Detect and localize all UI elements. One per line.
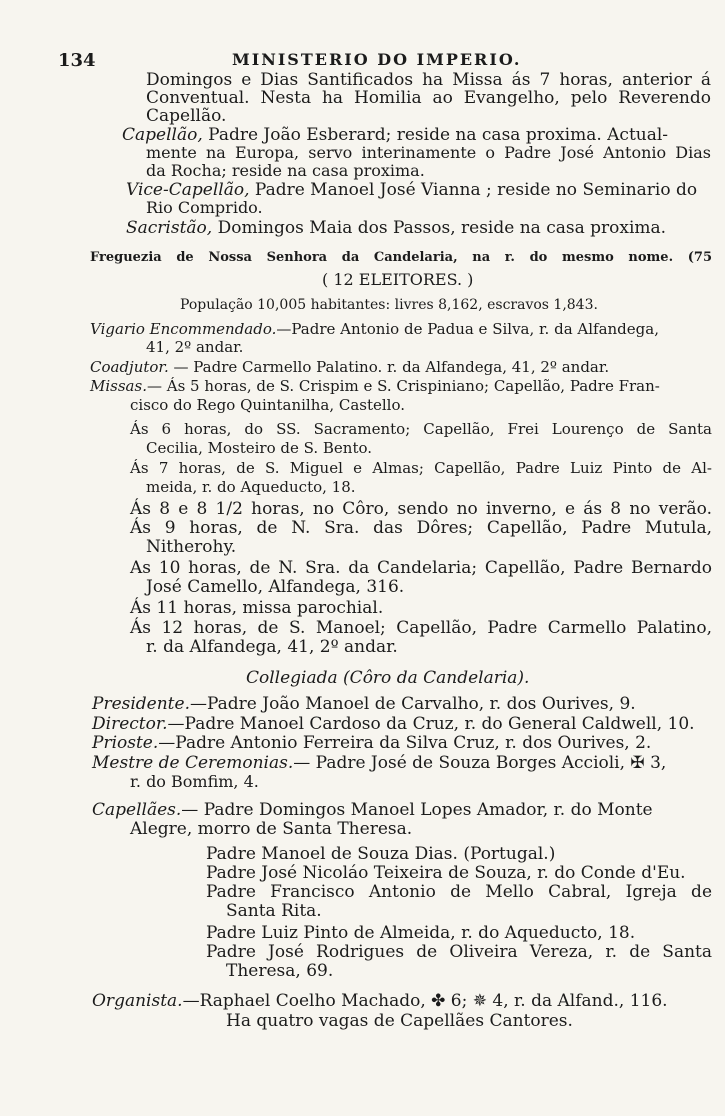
text-line: Ás 7 horas, de S. Miguel e Almas; Capellão, Padre Luiz Pinto de Al- bbox=[130, 459, 712, 477]
capellao-entry: Capellão, Padre João Esberard; reside na casa proxima. Actual- bbox=[122, 125, 669, 145]
text-line: r. da Alfandega, 41, 2º andar. bbox=[146, 637, 398, 657]
text-line: Rio Comprido. bbox=[146, 198, 263, 217]
text-line: cisco do Rego Quintanilha, Castello. bbox=[130, 396, 406, 414]
capellao-item: Padre José Rodrigues de Oliveira Vereza, r. de Santa bbox=[206, 942, 712, 962]
text-line: Nitherohy. bbox=[146, 537, 237, 557]
text-line: Ás 9 horas, de N. Sra. das Dôres; Capellão, Padre Mutula, bbox=[130, 518, 712, 538]
mestre-entry: Mestre de Ceremonias.— Padre José de Souza Borges Accioli, ✠ 3, bbox=[92, 753, 667, 773]
text-line: Ás 6 horas, do SS. Sacramento; Capellão, Frei Lourenço de Santa bbox=[130, 420, 712, 438]
text-line: José Camello, Alfandega, 316. bbox=[146, 577, 405, 597]
vigario-entry: Vigario Encommendado.—Padre Antonio de Padua e Silva, r. da Alfandega, bbox=[90, 320, 659, 338]
capellao-item: Padre José Nicoláo Teixeira de Souza, r. do Conde d'Eu. bbox=[206, 863, 686, 883]
page-number: 134 bbox=[58, 50, 96, 71]
text-line: Conventual. Nesta ha Homilia ao Evangelho, pelo Reverendo bbox=[146, 88, 711, 108]
prioste-entry: Prioste.—Padre Antonio Ferreira da Silva Cruz, r. dos Ourives, 2. bbox=[92, 733, 652, 753]
parish-heading: Freguezia de Nossa Senhora da Candelaria, na r. do mesmo nome. (75 bbox=[90, 250, 712, 265]
page-title: MINISTERIO DO IMPERIO. bbox=[232, 50, 522, 69]
electors-count: ( 12 ELEITORES. ) bbox=[322, 270, 474, 289]
text-line: Theresa, 69. bbox=[226, 961, 334, 981]
text-line: Santa Rita. bbox=[226, 901, 322, 921]
text-line: 41, 2º andar. bbox=[146, 338, 244, 356]
collegiada-heading: Collegiada (Côro da Candelaria). bbox=[246, 668, 530, 688]
text-line: Ás 12 horas, de S. Manoel; Capellão, Padre Carmello Palatino, bbox=[130, 618, 712, 638]
text-line: Capellão. bbox=[146, 106, 227, 126]
text-line: Cecilia, Mosteiro de S. Bento. bbox=[146, 439, 373, 457]
text-line: Ás 11 horas, missa parochial. bbox=[130, 598, 384, 618]
sacristao-entry: Sacristão, Domingos Maia dos Passos, reside na casa proxima. bbox=[126, 218, 667, 238]
coadjutor-entry: Coadjutor. — Padre Carmello Palatino. r. da Alfandega, 41, 2º andar. bbox=[90, 358, 610, 376]
text-line: meida, r. do Aqueducto, 18. bbox=[146, 478, 356, 496]
capellao-item: Padre Manoel de Souza Dias. (Portugal.) bbox=[206, 844, 556, 864]
text-line: da Rocha; reside na casa proxima. bbox=[146, 161, 425, 180]
text-line: r. do Bomfim, 4. bbox=[130, 772, 259, 791]
vagas-note: Ha quatro vagas de Capellães Cantores. bbox=[226, 1011, 573, 1031]
text-line: Ás 8 e 8 1/2 horas, no Côro, sendo no inverno, e ás 8 no verão. bbox=[130, 499, 712, 519]
text-line: Domingos e Dias Santificados ha Missa ás 7 horas, anterior á bbox=[146, 70, 711, 90]
capellaes-entry: Capellães.— Padre Domingos Manoel Lopes Amador, r. do Monte bbox=[92, 800, 653, 820]
presidente-entry: Presidente.—Padre João Manoel de Carvalho, r. dos Ourives, 9. bbox=[92, 694, 636, 714]
capellao-item: Padre Luiz Pinto de Almeida, r. do Aqueducto, 18. bbox=[206, 923, 636, 943]
text-line: Alegre, morro de Santa Theresa. bbox=[130, 819, 413, 839]
population: População 10,005 habitantes: livres 8,162, escravos 1,843. bbox=[180, 297, 598, 313]
vice-capellao-entry: Vice-Capellão, Padre Manoel José Vianna ; reside no Seminario do bbox=[126, 180, 698, 200]
organista-entry: Organista.—Raphael Coelho Machado, ✤ 6; ✵ 4, r. da Alfand., 116. bbox=[92, 991, 668, 1011]
missas-entry: Missas.— Ás 5 horas, de S. Crispim e S. Crispiniano; Capellão, Padre Fran- bbox=[90, 377, 660, 395]
capellao-item: Padre Francisco Antonio de Mello Cabral, Igreja de bbox=[206, 882, 712, 902]
director-entry: Director.—Padre Manoel Cardoso da Cruz, r. do General Caldwell, 10. bbox=[92, 714, 695, 734]
text-line: As 10 horas, de N. Sra. da Candelaria; Capellão, Padre Bernardo bbox=[130, 558, 712, 578]
text-line: mente na Europa, servo interinamente o Padre José Antonio Dias bbox=[146, 143, 711, 162]
